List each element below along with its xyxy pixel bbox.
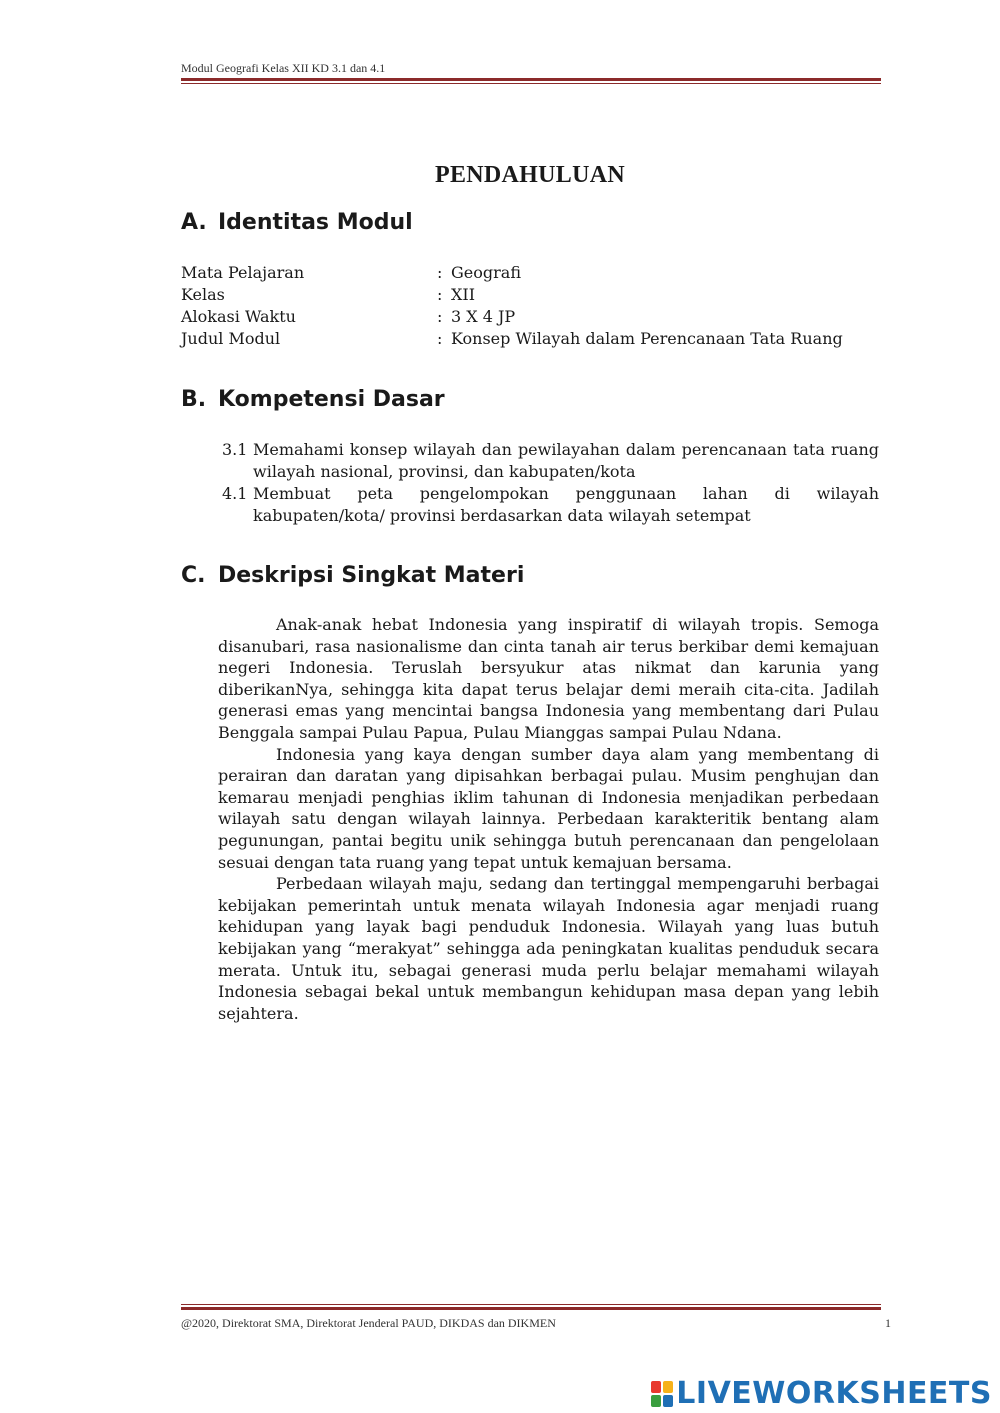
running-header: Modul Geografi Kelas XII KD 3.1 dan 4.1: [181, 61, 386, 75]
liveworksheets-brand[interactable]: [651, 1376, 992, 1411]
description-paragraph: Indonesia yang kaya dengan sumber daya alam yang membentang di perairan dan daratan yang dipisahkan berbagai pulau. Musim penghujan dan kemarau menjadi penghias iklim tahunan di Indonesia menjadikan perbedaan wilayah satu dengan wilayah lainnya. Perbedaan karakteritik bentang alam pegunungan, pantai begitu unik sehingga butuh perencanaan dan pengelolaan sesuai dengan tata ruang yang tepat untuk kemajuan bersama.: [218, 744, 879, 872]
identity-colon: :: [437, 307, 443, 326]
identity-colon: :: [437, 263, 443, 282]
identity-label: Judul Modul: [181, 329, 281, 348]
brand-wordmark: LIVEWORKSHEETS: [676, 1376, 992, 1411]
identity-colon: :: [437, 329, 443, 348]
page-title: PENDAHULUAN: [435, 162, 625, 188]
identity-value: Geografi: [451, 263, 521, 282]
footer-copyright: @2020, Direktorat SMA, Direktorat Jenderal PAUD, DIKDAS dan DIKMEN: [181, 1316, 556, 1330]
material-description: [218, 614, 879, 1024]
identity-value: 3 X 4 JP: [451, 307, 516, 326]
description-paragraph: Anak-anak hebat Indonesia yang inspiratif di wilayah tropis. Semoga disanubari, rasa nasionalisme dan cinta tanah air terus berkibar demi kemajuan negeri Indonesia. Teruslah bersyukur atas nikmat dan karunia yang diberikanNya, sehingga kita dapat terus belajar demi meraih cita-cita. Jadilah generasi emas yang mencintai bangsa Indonesia yang membentang dari Pulau Benggala sampai Pulau Papua, Pulau Mianggas sampai Pulau Ndana.: [218, 615, 879, 742]
competency-item: [222, 439, 879, 483]
identity-colon: :: [437, 285, 443, 304]
competency-list: [222, 439, 879, 527]
identity-label: Alokasi Waktu: [181, 307, 296, 326]
identity-label: Kelas: [181, 285, 225, 304]
header-rule: [181, 78, 881, 84]
identity-value: XII: [451, 285, 476, 304]
description-paragraph: Perbedaan wilayah maju, sedang dan tertinggal mempengaruhi berbagai kebijakan pemerintah untuk menata wilayah Indonesia agar menjadi ruang kehidupan yang layak bagi penduduk Indonesia. Wilayah yang luas butuh kebijakan yang “merakyat” sehingga ada peningkatan kualitas penduduk secara merata. Untuk itu, sebagai generasi muda perlu belajar memahami wilayah Indonesia sebagai bekal untuk membangun kehidupan masa depan yang lebih sejahtera.: [218, 874, 879, 1023]
liveworksheets-logo-icon: [651, 1381, 673, 1407]
identity-value: Konsep Wilayah dalam Perencanaan Tata Ruang: [451, 329, 843, 348]
section-b-title: Kompetensi Dasar: [218, 387, 445, 412]
section-a-letter: A.: [181, 210, 207, 235]
competency-item: [222, 483, 879, 527]
competency-number: 3.1: [222, 440, 248, 459]
competency-text: Membuat peta pengelompokan penggunaan lahan di wilayah kabupaten/kota/ provinsi berdasarkan data wilayah setempat: [253, 484, 879, 525]
section-c-title: Deskripsi Singkat Materi: [218, 563, 525, 588]
identity-label: Mata Pelajaran: [181, 263, 305, 282]
competency-text: Memahami konsep wilayah dan pewilayahan dalam perencanaan tata ruang wilayah nasional, provinsi, dan kabupaten/kota: [253, 440, 879, 481]
section-c-letter: C.: [181, 563, 206, 588]
competency-number: 4.1: [222, 484, 248, 503]
section-a-heading: [181, 210, 413, 235]
section-b-heading: [181, 387, 445, 412]
section-b-letter: B.: [181, 387, 207, 412]
section-c-heading: [181, 563, 524, 588]
footer-rule: [181, 1304, 881, 1310]
section-a-title: Identitas Modul: [218, 210, 413, 235]
page-number: 1: [885, 1316, 891, 1330]
